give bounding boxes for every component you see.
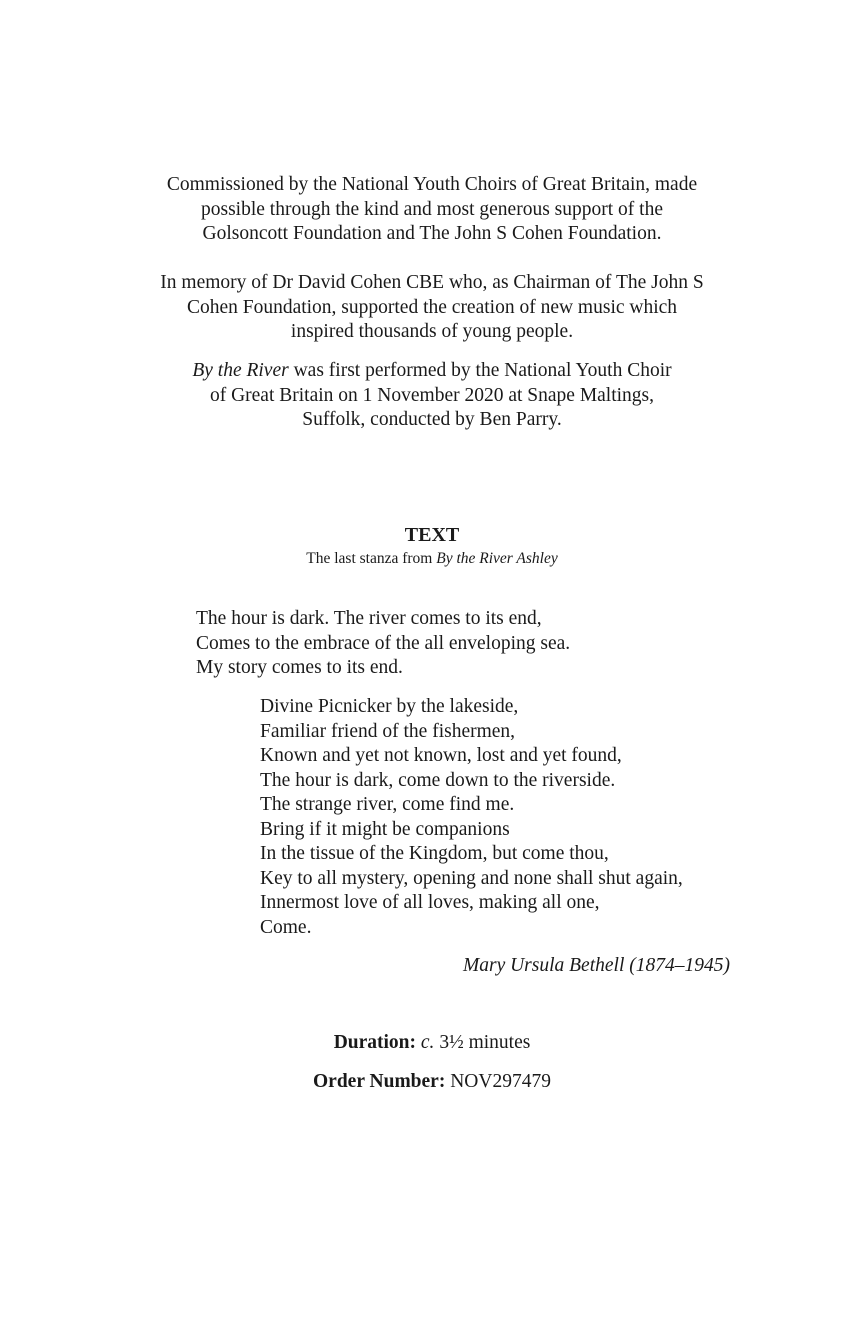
poem-line: Come. bbox=[260, 916, 312, 938]
commission-line: Commissioned by the National Youth Choirs of Great Britain, made bbox=[166, 174, 698, 195]
poem-line: The hour is dark, come down to the riverside. bbox=[260, 769, 616, 791]
poem-stanza-2 bbox=[260, 695, 683, 940]
memory-line: In memory of Dr David Cohen CBE who, as Chairman of The John S bbox=[160, 272, 704, 293]
poem-author: Mary Ursula Bethell (1874–1945) bbox=[462, 955, 730, 976]
order-number-label: Order Number: bbox=[313, 1071, 446, 1092]
premiere-line: of Great Britain on 1 November 2020 at Snape Maltings, bbox=[209, 384, 655, 406]
commission-line: possible through the kind and most generous support of the bbox=[201, 198, 663, 220]
poem-line: Comes to the embrace of the all enveloping sea. bbox=[196, 632, 571, 654]
poem-line: Divine Picnicker by the lakeside, bbox=[260, 696, 519, 717]
poem-line: In the tissue of the Kingdom, but come thou, bbox=[260, 843, 609, 864]
poem-line: Known and yet not known, lost and yet found, bbox=[260, 745, 622, 766]
poem-line: My story comes to its end. bbox=[196, 657, 403, 678]
premiere-line: Suffolk, conducted by Ben Parry. bbox=[302, 409, 562, 430]
order-number-value: NOV297479 bbox=[450, 1071, 551, 1092]
poem-line: The hour is dark. The river comes to its end, bbox=[196, 608, 542, 629]
order-number-line bbox=[0, 1070, 864, 1095]
duration-circa: c. bbox=[420, 1032, 435, 1053]
work-title: By the River bbox=[192, 360, 289, 381]
commission-line: Golsoncott Foundation and The John S Cohen Foundation. bbox=[202, 223, 662, 244]
memory-paragraph bbox=[0, 271, 864, 345]
text-source-prefix: The last stanza from bbox=[306, 550, 437, 567]
text-source bbox=[0, 548, 864, 570]
memory-line: Cohen Foundation, supported the creation of new music which bbox=[186, 296, 678, 318]
poem-line: Bring if it might be companions bbox=[260, 818, 510, 840]
poem-line: Innermost love of all loves, making all one, bbox=[260, 892, 600, 913]
premiere-line-rest: was first performed by the National Youth Choir bbox=[288, 360, 672, 381]
poem-line: The strange river, come find me. bbox=[260, 794, 515, 815]
duration-value: 3½ minutes bbox=[439, 1032, 531, 1053]
duration-label: Duration: bbox=[333, 1032, 417, 1053]
text-heading: TEXT bbox=[404, 524, 460, 546]
premiere-paragraph bbox=[0, 359, 864, 433]
memory-line: inspired thousands of young people. bbox=[290, 321, 574, 342]
duration-line bbox=[0, 1031, 864, 1056]
poem-line: Key to all mystery, opening and none shall shut again, bbox=[260, 867, 683, 889]
text-source-title: By the River Ashley bbox=[436, 550, 558, 567]
poem-line: Familiar friend of the fishermen, bbox=[260, 720, 516, 742]
poem-stanza-1 bbox=[196, 607, 570, 681]
premiere-line bbox=[0, 359, 864, 384]
commission-paragraph bbox=[0, 173, 864, 247]
